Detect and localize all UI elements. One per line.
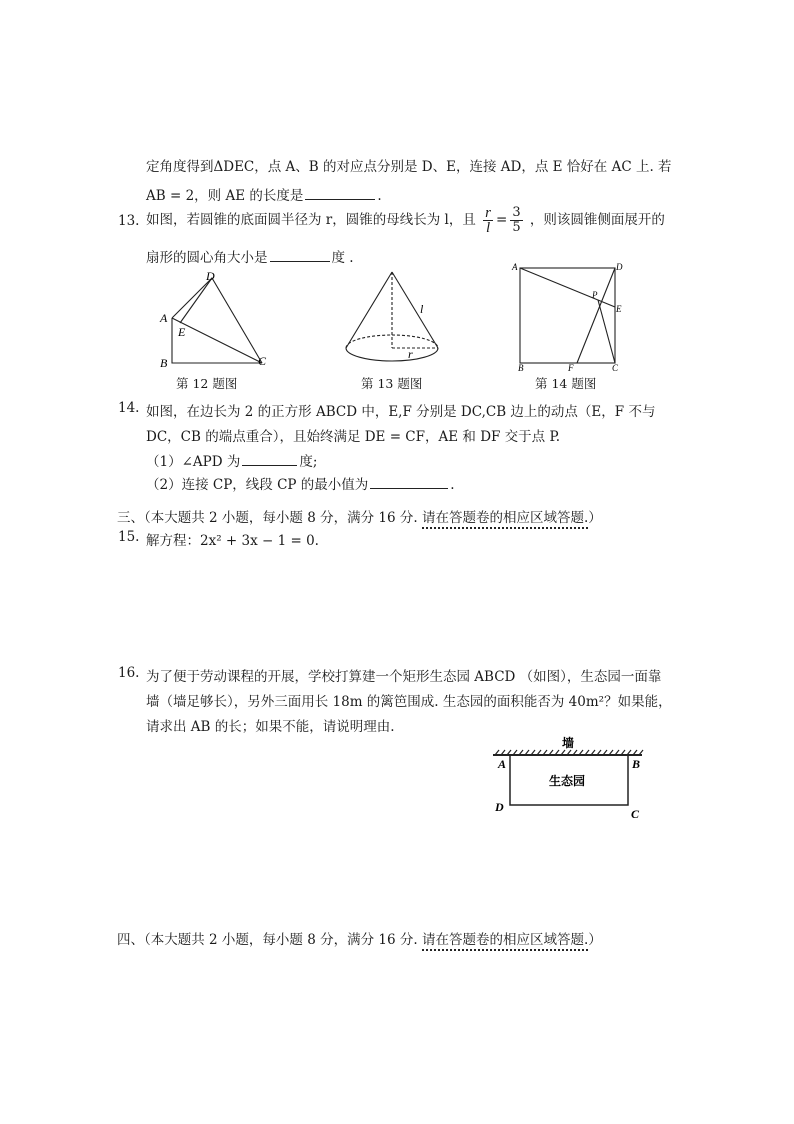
fig14-label-c: C xyxy=(612,363,619,373)
q13-fraction-value xyxy=(510,206,522,235)
q14-line2: DC，CB 的端点重合），且始终满足 DE = CF，AE 和 DF 交于点 P. xyxy=(146,429,561,445)
q14-sub2-text: （2）连接 CP，线段 CP 的最小值为 xyxy=(146,477,369,493)
fig12-caption: 第 12 题图 xyxy=(176,376,238,391)
frac-den-l: l xyxy=(485,220,491,236)
section-3-heading xyxy=(117,506,602,526)
q14-sub1-blank xyxy=(242,453,297,466)
q13-line2 xyxy=(146,246,354,266)
q16-line1: 为了便于劳动课程的开展，学校打算建一个矩形生态园 ABCD （如图），生态园一面靠 xyxy=(146,669,662,685)
figure-14 xyxy=(510,262,630,374)
q14-sub1-text: （1）∠APD 为 xyxy=(146,454,241,470)
fig12-label-d: D xyxy=(206,269,215,283)
q13-fraction-rl xyxy=(483,206,493,235)
fig14-label-d: D xyxy=(616,262,623,272)
q16-line2: 墙（墙足够长），另外三面用长 18m 的篱笆围成. 生态园的面积能否为 40m²？如果能， xyxy=(146,694,672,710)
q12-line2-end: . xyxy=(377,188,382,204)
q14-sub1-end: 度; xyxy=(299,454,318,470)
fig12-label-e: E xyxy=(178,325,186,339)
fig16-label-a: A xyxy=(498,757,507,771)
figure-13 xyxy=(340,268,450,373)
q16-number: 16. xyxy=(118,665,140,681)
fig16-label-b: B xyxy=(632,757,641,771)
section-4-suffix: ） xyxy=(588,932,602,948)
frac-den-5: 5 xyxy=(512,220,521,235)
fig16-wall-label: 墙 xyxy=(562,736,575,750)
frac-num-3: 3 xyxy=(512,205,521,220)
q16-line3: 请求出 AB 的长；如果不能，请说明理由. xyxy=(146,719,395,735)
fig16-label-d: D xyxy=(495,800,504,814)
fig14-label-e: E xyxy=(616,304,622,314)
fig13-caption: 第 13 题图 xyxy=(361,376,423,391)
q12-line1: 定角度得到ΔDEC，点 A、B 的对应点分别是 D、E，连接 AD，点 E 恰好在 AC 上. 若 xyxy=(146,159,672,175)
fig13-label-r: r xyxy=(408,347,413,361)
fig12-label-c: C xyxy=(258,354,267,368)
q13-line1-end: ，则该圆锥侧面展开的 xyxy=(529,212,665,228)
figure-16 xyxy=(490,733,650,823)
q14-sub1 xyxy=(146,450,317,470)
q12-line2 xyxy=(146,184,382,204)
section-4-prefix: 四、（本大题共 2 小题，每小题 8 分，满分 16 分. xyxy=(117,932,418,948)
fig16-label-c: C xyxy=(631,807,640,821)
q13-line2-text: 扇形的圆心角大小是 xyxy=(146,250,268,266)
fig14-caption: 第 14 题图 xyxy=(535,376,597,391)
section-4-emphasis: 请在答题卷的相应区域答题. xyxy=(422,932,588,951)
section-3-emphasis: 请在答题卷的相应区域答题. xyxy=(422,510,588,529)
q13-equals: = xyxy=(496,212,508,228)
fig14-label-p: P xyxy=(592,290,598,300)
q13-answer-blank xyxy=(270,249,330,262)
section-3-suffix: ） xyxy=(588,510,602,526)
section-4-heading xyxy=(117,928,602,948)
q13-line1 xyxy=(146,206,665,235)
fig12-label-b: B xyxy=(160,356,168,370)
q12-line2-text: AB = 2，则 AE 的长度是 xyxy=(146,188,304,204)
q15-number: 15. xyxy=(118,529,140,545)
figure-12 xyxy=(150,268,280,373)
frac-num-r: r xyxy=(485,205,491,221)
q14-number: 14. xyxy=(118,400,140,416)
q15-text: 解方程：2x² + 3x − 1 = 0. xyxy=(146,533,319,549)
q14-sub2-end: . xyxy=(450,477,455,493)
q13-number: 13. xyxy=(118,213,140,229)
q12-answer-blank xyxy=(305,187,375,200)
section-3-prefix: 三、（本大题共 2 小题，每小题 8 分，满分 16 分. xyxy=(117,510,418,526)
fig12-label-a: A xyxy=(160,311,168,325)
fig14-label-a: A xyxy=(512,262,518,272)
fig16-garden-label: 生态园 xyxy=(549,774,586,788)
q13-line1-text: 如图，若圆锥的底面圆半径为 r，圆锥的母线长为 l，且 xyxy=(146,212,476,228)
q13-line2-end: 度 . xyxy=(331,250,354,266)
q14-sub2 xyxy=(146,473,455,493)
fig14-label-b: B xyxy=(518,363,524,373)
q14-line1: 如图，在边长为 2 的正方形 ABCD 中，E,F 分别是 DC,CB 边上的动点（E，F 不与 xyxy=(146,404,656,420)
fig13-label-l: l xyxy=(420,302,424,316)
fig14-label-f: F xyxy=(568,363,574,373)
q14-sub2-blank xyxy=(370,476,448,489)
